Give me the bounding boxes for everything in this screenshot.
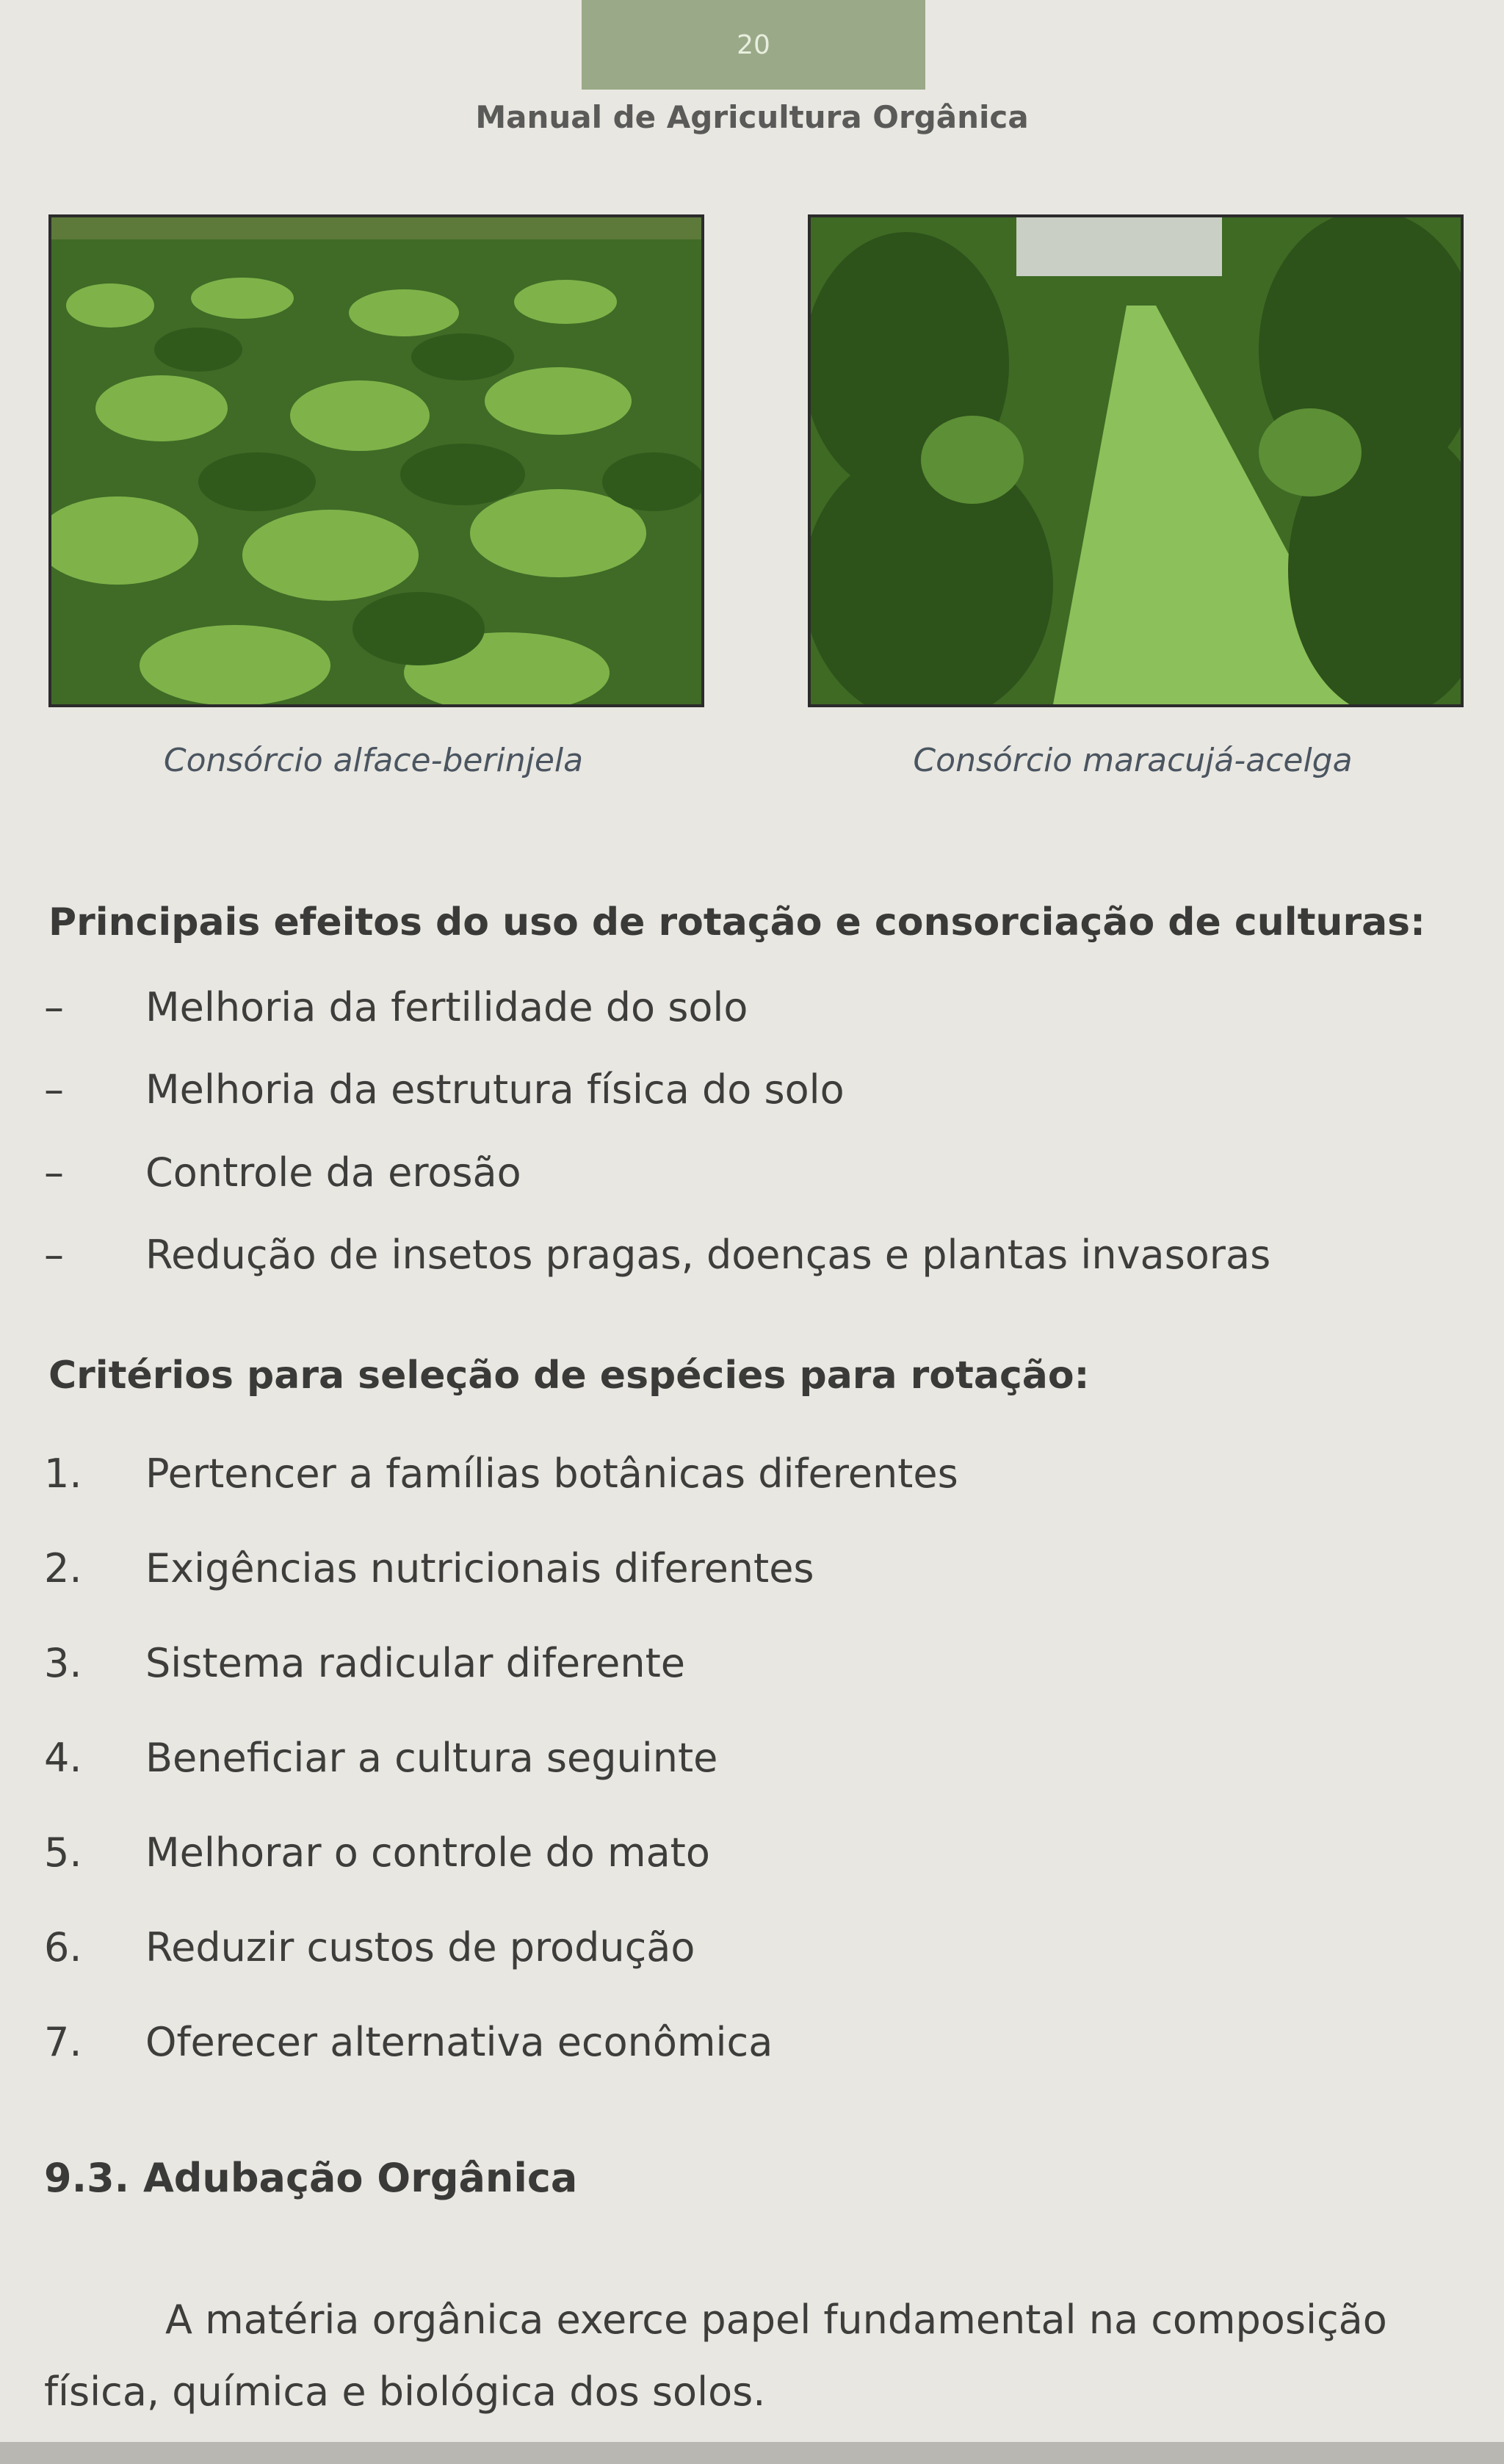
criteria-item	[44, 1924, 695, 1970]
page-number: 20	[737, 29, 770, 60]
body-paragraph: A matéria orgânica exerce papel fundamental na composição física, química e biológica dos solos.	[44, 2297, 1387, 2415]
effects-item-text: Redução de insetos pragas, doenças e plantas invasoras	[145, 1232, 1271, 1278]
criteria-item-text: Pertencer a famílias botânicas diferentes	[145, 1450, 958, 1497]
criteria-item	[44, 1450, 958, 1497]
subsection-heading: 9.3. Adubação Orgânica	[44, 2155, 578, 2201]
criteria-item	[44, 1545, 814, 1592]
criteria-number: 3.	[44, 1640, 82, 1686]
criteria-item-text: Beneficiar a cultura seguinte	[145, 1735, 718, 1781]
dash-marker: –	[44, 1232, 64, 1278]
photo-lettuce-eggplant	[48, 214, 704, 707]
effects-item-text: Melhoria da estrutura física do solo	[145, 1066, 845, 1113]
criteria-number: 6.	[44, 1924, 82, 1970]
criteria-number: 4.	[44, 1735, 82, 1781]
criteria-item-text: Reduzir custos de produção	[145, 1924, 695, 1970]
page-number-tab	[582, 0, 925, 90]
dash-marker: –	[44, 1149, 64, 1196]
criteria-item	[44, 1640, 685, 1686]
criteria-number: 2.	[44, 1545, 82, 1592]
criteria-item-text: Melhorar o controle do mato	[145, 1829, 710, 1876]
criteria-item-text: Oferecer alternativa econômica	[145, 2019, 773, 2065]
criteria-item-text: Sistema radicular diferente	[145, 1640, 685, 1686]
header-title: Manual de Agricultura Orgânica	[475, 99, 1029, 135]
criteria-number: 5.	[44, 1829, 82, 1876]
scan-edge	[0, 2442, 1504, 2464]
criteria-item	[44, 1735, 717, 1781]
criteria-heading: Critérios para seleção de espécies para rotação:	[48, 1354, 1090, 1398]
effects-item	[44, 984, 748, 1030]
effects-item	[44, 1149, 521, 1196]
criteria-number: 1.	[44, 1450, 82, 1497]
photo-caption-left: Consórcio alface-berinjela	[163, 742, 584, 779]
dash-marker: –	[44, 984, 64, 1030]
dash-marker: –	[44, 1066, 64, 1113]
criteria-item	[44, 2019, 773, 2065]
photo-caption-right: Consórcio maracujá-acelga	[913, 742, 1353, 779]
effects-item-text: Controle da erosão	[145, 1149, 521, 1196]
photo-passionfruit-chard	[808, 214, 1464, 707]
effects-item	[44, 1066, 845, 1113]
criteria-number: 7.	[44, 2019, 82, 2065]
effects-item-text: Melhoria da fertilidade do solo	[145, 984, 748, 1030]
criteria-item	[44, 1829, 710, 1876]
effects-heading: Principais efeitos do uso de rotação e consorciação de culturas:	[48, 900, 1425, 944]
criteria-item-text: Exigências nutricionais diferentes	[145, 1545, 814, 1592]
effects-item	[44, 1232, 1270, 1278]
